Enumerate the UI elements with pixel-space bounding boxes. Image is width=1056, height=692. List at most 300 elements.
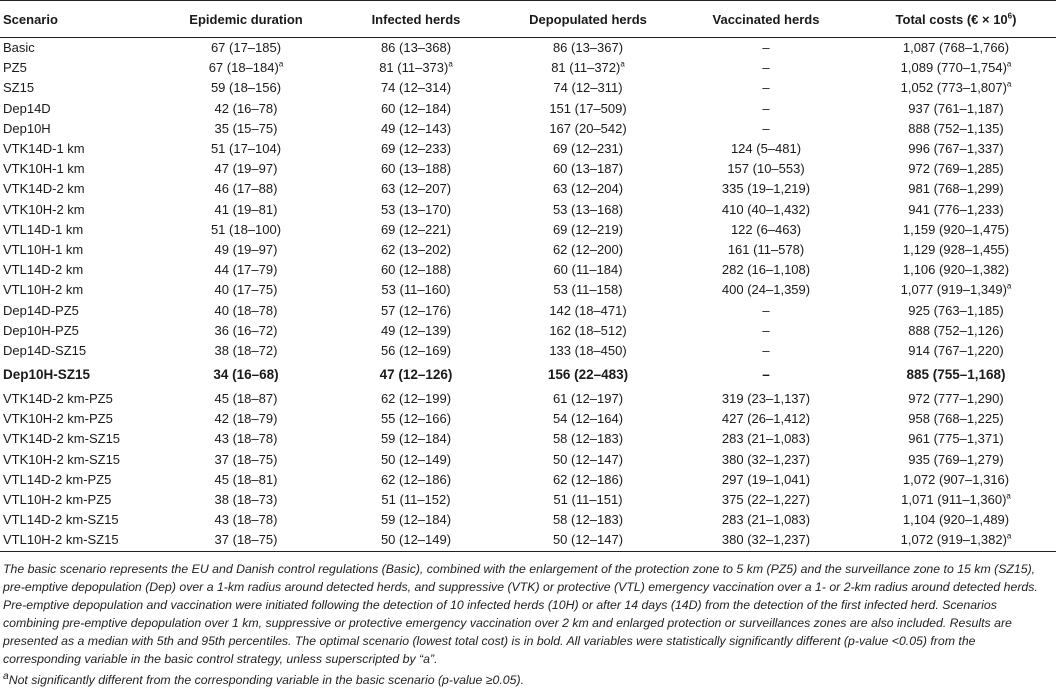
cell-infected-herds-value: 60 (12–188) bbox=[380, 262, 452, 278]
cell-infected-herds-value: 50 (12–149) bbox=[380, 532, 452, 548]
cell-epidemic-duration-value: 45 (18–87) bbox=[214, 391, 278, 407]
cell-vaccinated-herds bbox=[676, 510, 856, 530]
cell-epidemic-duration bbox=[160, 530, 332, 551]
cell-epidemic-duration bbox=[160, 450, 332, 470]
cell-scenario bbox=[0, 321, 160, 341]
cell-scenario bbox=[0, 530, 160, 551]
cell-epidemic-duration bbox=[160, 159, 332, 179]
cell-infected-herds bbox=[332, 179, 500, 199]
cell-depopulated-herds-value: 51 (11–151) bbox=[553, 492, 623, 508]
cell-depopulated-herds bbox=[500, 38, 676, 59]
cell-scenario bbox=[0, 510, 160, 530]
header-total-costs-close: ) bbox=[1012, 11, 1017, 27]
cell-epidemic-duration-value: 37 (18–75) bbox=[214, 451, 278, 467]
cell-scenario-value: VTK14D-2 km-SZ15 bbox=[3, 431, 121, 447]
cell-depopulated-herds bbox=[500, 200, 676, 220]
cell-total-costs bbox=[856, 260, 1056, 280]
cell-total-costs bbox=[856, 450, 1056, 470]
cell-scenario bbox=[0, 450, 160, 470]
cell-epidemic-duration-value: 43 (18–78) bbox=[214, 512, 278, 528]
cell-epidemic-duration bbox=[160, 341, 332, 361]
cell-scenario bbox=[0, 300, 160, 320]
cell-depopulated-herds-value: 61 (12–197) bbox=[552, 391, 624, 407]
cell-epidemic-duration bbox=[160, 240, 332, 260]
cell-total-costs bbox=[856, 321, 1056, 341]
cell-scenario bbox=[0, 220, 160, 240]
table-row bbox=[0, 341, 1056, 361]
table-row bbox=[0, 99, 1056, 119]
cell-scenario bbox=[0, 260, 160, 280]
cell-infected-herds-value: 59 (12–184) bbox=[380, 512, 452, 528]
cell-depopulated-herds-value: 167 (20–542) bbox=[549, 120, 627, 136]
cell-total-costs-value: 885 (755–1,168) bbox=[906, 367, 1006, 382]
significance-superscript: a bbox=[1006, 80, 1012, 90]
cell-total-costs bbox=[856, 510, 1056, 530]
cell-epidemic-duration-value: 38 (18–73) bbox=[214, 492, 278, 508]
table-row bbox=[0, 78, 1056, 98]
cell-vaccinated-herds-value: 124 (5–481) bbox=[730, 141, 802, 157]
cell-scenario-value: VTL14D-2 km-SZ15 bbox=[3, 512, 119, 528]
cell-total-costs-value: 937 (761–1,187) bbox=[908, 100, 1004, 116]
cell-scenario-value: Dep14D bbox=[3, 100, 51, 116]
header-depopulated-herds: Depopulated herds bbox=[500, 1, 676, 38]
cell-total-costs-value: 1,159 (920–1,475) bbox=[902, 221, 1010, 237]
cell-scenario-value: VTL10H-1 km bbox=[3, 241, 84, 257]
table-row bbox=[0, 179, 1056, 199]
cell-scenario-value: VTK14D-2 km bbox=[3, 181, 85, 197]
cell-infected-herds bbox=[332, 409, 500, 429]
cell-depopulated-herds bbox=[500, 429, 676, 449]
cell-depopulated-herds bbox=[500, 300, 676, 320]
cell-vaccinated-herds bbox=[676, 429, 856, 449]
cell-total-costs bbox=[856, 220, 1056, 240]
cell-depopulated-herds bbox=[500, 361, 676, 389]
cell-scenario-value: Basic bbox=[3, 40, 35, 56]
cell-scenario-value: Dep10H bbox=[3, 120, 51, 136]
cell-infected-herds-value: 60 (12–184) bbox=[380, 100, 452, 116]
table-row bbox=[0, 38, 1056, 59]
cell-infected-herds bbox=[332, 530, 500, 551]
cell-vaccinated-herds bbox=[676, 99, 856, 119]
cell-vaccinated-herds-value: 335 (19–1,219) bbox=[721, 181, 811, 197]
cell-scenario-value: Dep14D-PZ5 bbox=[3, 302, 79, 318]
cell-total-costs-value: 1,072 (919–1,382) bbox=[900, 532, 1007, 548]
cell-infected-herds-value: 57 (12–176) bbox=[380, 302, 452, 318]
cell-total-costs bbox=[856, 200, 1056, 220]
cell-total-costs bbox=[856, 530, 1056, 551]
cell-depopulated-herds-value: 58 (12–183) bbox=[552, 431, 624, 447]
cell-vaccinated-herds bbox=[676, 119, 856, 139]
cell-epidemic-duration-value: 36 (16–72) bbox=[214, 322, 278, 338]
cell-infected-herds bbox=[332, 389, 500, 409]
cell-scenario-value: VTK10H-1 km bbox=[3, 161, 85, 177]
cell-total-costs-value: 1,089 (770–1,754) bbox=[900, 60, 1007, 76]
cell-total-costs bbox=[856, 179, 1056, 199]
significance-note-text: Not significantly different from the corresponding variable in the basic scenario (p-value ≥0.05). bbox=[8, 672, 524, 687]
cell-vaccinated-herds-value: 319 (23–1,137) bbox=[721, 391, 811, 407]
cell-infected-herds bbox=[332, 220, 500, 240]
cell-depopulated-herds bbox=[500, 159, 676, 179]
significance-superscript: a bbox=[1006, 491, 1011, 501]
cell-vaccinated-herds bbox=[676, 179, 856, 199]
cell-total-costs-value: 1,071 (911–1,360) bbox=[901, 492, 1007, 508]
cell-infected-herds-value: 53 (13–170) bbox=[380, 201, 452, 217]
cell-vaccinated-herds-value: – bbox=[762, 40, 770, 56]
cell-epidemic-duration bbox=[160, 200, 332, 220]
cell-infected-herds-value: 69 (12–233) bbox=[380, 141, 452, 157]
cell-depopulated-herds-value: 156 (22–483) bbox=[547, 367, 629, 382]
table-row bbox=[0, 510, 1056, 530]
cell-total-costs-value: 1,106 (920–1,382) bbox=[902, 262, 1010, 278]
cell-total-costs-value: 941 (776–1,233) bbox=[908, 201, 1004, 217]
cell-depopulated-herds bbox=[500, 510, 676, 530]
cell-vaccinated-herds-value: 427 (26–1,412) bbox=[721, 411, 811, 427]
cell-infected-herds-value: 69 (12–221) bbox=[380, 221, 452, 237]
cell-scenario-value: VTK14D-2 km-PZ5 bbox=[3, 391, 113, 407]
cell-infected-herds bbox=[332, 300, 500, 320]
cell-infected-herds bbox=[332, 200, 500, 220]
cell-depopulated-herds bbox=[500, 179, 676, 199]
significance-superscript: a bbox=[278, 59, 284, 69]
cell-total-costs-value: 1,104 (920–1,489) bbox=[902, 512, 1010, 528]
cell-vaccinated-herds-value: – bbox=[762, 80, 770, 96]
cell-total-costs-value: 935 (769–1,279) bbox=[908, 451, 1004, 467]
cell-epidemic-duration bbox=[160, 260, 332, 280]
cell-scenario bbox=[0, 490, 160, 510]
cell-epidemic-duration bbox=[160, 280, 332, 300]
cell-depopulated-herds-value: 50 (12–147) bbox=[552, 532, 624, 548]
cell-vaccinated-herds-value: 283 (21–1,083) bbox=[721, 512, 811, 528]
cell-epidemic-duration-value: 46 (17–88) bbox=[214, 181, 278, 197]
cell-scenario bbox=[0, 361, 160, 389]
cell-total-costs-value: 981 (768–1,299) bbox=[908, 181, 1004, 197]
cell-depopulated-herds-value: 50 (12–147) bbox=[552, 451, 624, 467]
cell-depopulated-herds bbox=[500, 260, 676, 280]
cell-infected-herds bbox=[332, 260, 500, 280]
cell-total-costs-value: 961 (775–1,371) bbox=[908, 431, 1004, 447]
cell-scenario bbox=[0, 470, 160, 490]
cell-epidemic-duration-value: 35 (15–75) bbox=[214, 120, 278, 136]
cell-total-costs bbox=[856, 78, 1056, 98]
cell-scenario bbox=[0, 78, 160, 98]
cell-total-costs bbox=[856, 58, 1056, 78]
cell-vaccinated-herds-value: 380 (32–1,237) bbox=[721, 532, 811, 548]
cell-total-costs-value: 914 (767–1,220) bbox=[908, 342, 1004, 358]
cell-scenario bbox=[0, 99, 160, 119]
cell-vaccinated-herds-value: 400 (24–1,359) bbox=[721, 282, 811, 298]
cell-vaccinated-herds bbox=[676, 321, 856, 341]
cell-epidemic-duration-value: 34 (16–68) bbox=[213, 367, 279, 382]
cell-depopulated-herds bbox=[500, 119, 676, 139]
cell-epidemic-duration-value: 67 (17–185) bbox=[210, 40, 282, 56]
table-row bbox=[0, 58, 1056, 78]
cell-epidemic-duration bbox=[160, 99, 332, 119]
cell-scenario-value: VTK10H-2 km-PZ5 bbox=[3, 411, 113, 427]
table-row bbox=[0, 389, 1056, 409]
cell-depopulated-herds bbox=[500, 78, 676, 98]
cell-infected-herds bbox=[332, 470, 500, 490]
cell-infected-herds bbox=[332, 99, 500, 119]
cell-infected-herds bbox=[332, 38, 500, 59]
cell-vaccinated-herds bbox=[676, 260, 856, 280]
cell-epidemic-duration-value: 51 (18–100) bbox=[210, 221, 282, 237]
cell-vaccinated-herds bbox=[676, 139, 856, 159]
cell-total-costs bbox=[856, 99, 1056, 119]
cell-total-costs bbox=[856, 159, 1056, 179]
cell-total-costs bbox=[856, 341, 1056, 361]
cell-vaccinated-herds-value: 157 (10–553) bbox=[727, 161, 805, 177]
cell-vaccinated-herds bbox=[676, 530, 856, 551]
table-row bbox=[0, 450, 1056, 470]
cell-vaccinated-herds-value: – bbox=[762, 120, 770, 136]
cell-vaccinated-herds bbox=[676, 300, 856, 320]
cell-depopulated-herds-value: 60 (11–184) bbox=[553, 262, 623, 278]
table-row bbox=[0, 409, 1056, 429]
cell-scenario-value: VTL10H-2 km-PZ5 bbox=[3, 492, 112, 508]
cell-depopulated-herds bbox=[500, 341, 676, 361]
cell-vaccinated-herds bbox=[676, 341, 856, 361]
cell-infected-herds bbox=[332, 58, 500, 78]
cell-scenario-value: VTL10H-2 km bbox=[3, 282, 84, 298]
cell-epidemic-duration bbox=[160, 179, 332, 199]
table-row bbox=[0, 530, 1056, 551]
cell-infected-herds bbox=[332, 321, 500, 341]
cell-vaccinated-herds-value: 161 (11–578) bbox=[727, 241, 805, 257]
cell-scenario-value: Dep14D-SZ15 bbox=[3, 342, 87, 358]
cell-total-costs-value: 1,087 (768–1,766) bbox=[902, 40, 1010, 56]
cell-vaccinated-herds-value: 410 (40–1,432) bbox=[721, 201, 811, 217]
cell-epidemic-duration-value: 47 (19–97) bbox=[214, 161, 278, 177]
cell-depopulated-herds-value: 151 (17–509) bbox=[549, 100, 627, 116]
cell-scenario-value: VTK10H-2 km-SZ15 bbox=[3, 451, 121, 467]
cell-vaccinated-herds-value: 297 (19–1,041) bbox=[721, 471, 811, 487]
cell-scenario-value: VTK14D-1 km bbox=[3, 141, 85, 157]
cell-depopulated-herds-value: 86 (13–367) bbox=[552, 40, 624, 56]
cell-vaccinated-herds bbox=[676, 78, 856, 98]
cell-depopulated-herds bbox=[500, 321, 676, 341]
cell-vaccinated-herds-value: 375 (22–1,227) bbox=[721, 492, 811, 508]
cell-infected-herds-value: 50 (12–149) bbox=[380, 451, 452, 467]
cell-scenario-value: VTL10H-2 km-SZ15 bbox=[3, 532, 119, 548]
cell-vaccinated-herds bbox=[676, 409, 856, 429]
cell-vaccinated-herds-value: – bbox=[762, 367, 770, 382]
cell-epidemic-duration bbox=[160, 139, 332, 159]
header-total-costs bbox=[856, 1, 1056, 38]
cell-depopulated-herds-value: 62 (12–186) bbox=[552, 471, 624, 487]
cell-epidemic-duration bbox=[160, 78, 332, 98]
cell-total-costs-value: 925 (763–1,185) bbox=[908, 302, 1004, 318]
cell-infected-herds bbox=[332, 429, 500, 449]
cell-scenario bbox=[0, 58, 160, 78]
header-infected-herds: Infected herds bbox=[332, 1, 500, 38]
cell-depopulated-herds bbox=[500, 409, 676, 429]
cell-depopulated-herds-value: 53 (13–168) bbox=[552, 201, 624, 217]
cell-infected-herds bbox=[332, 139, 500, 159]
cell-vaccinated-herds bbox=[676, 200, 856, 220]
cell-scenario bbox=[0, 409, 160, 429]
footnote-text: The basic scenario represents the EU and Danish control regulations (Basic), combined with the enlargement of the protection zone to 5 km (PZ5) and the surveillance zone to 15 km (SZ15), pre-emptive depopulation (Dep) over a 1-km radius around detected herds, and suppressive (VTK) or protective (VTL) emergency vaccination over a 1- or 2-km radius around detected herds. Pre-emptive depopulation and vaccination were initiated following the detection of 10 infected herds (10H) or after 14 days (14D) from the detection of the first infected herd. Scenarios combining pre-emptive depopulation over 1 km, suppressive or protective emergency vaccination over 2 km and enlarged protection or surveillances zones are also included. Results are presented as a median with 5th and 95th percentiles. The optimal scenario (lowest total cost) is in bold. All variables were statistically significantly different (p-value <0.05) from the corresponding variable in the basic control strategy, unless superscripted by “a”. bbox=[3, 561, 1038, 666]
cell-depopulated-herds-value: 142 (18–471) bbox=[549, 302, 627, 318]
table-row bbox=[0, 119, 1056, 139]
cell-scenario bbox=[0, 280, 160, 300]
cell-total-costs bbox=[856, 361, 1056, 389]
cell-epidemic-duration-value: 49 (19–97) bbox=[214, 241, 278, 257]
cell-total-costs bbox=[856, 300, 1056, 320]
table-row bbox=[0, 260, 1056, 280]
cell-vaccinated-herds bbox=[676, 220, 856, 240]
cell-epidemic-duration-value: 59 (18–156) bbox=[210, 80, 282, 96]
cell-depopulated-herds bbox=[500, 490, 676, 510]
cell-infected-herds-value: 53 (11–160) bbox=[381, 282, 451, 298]
cell-epidemic-duration bbox=[160, 389, 332, 409]
cell-depopulated-herds-value: 74 (12–311) bbox=[553, 80, 623, 96]
cell-epidemic-duration-value: 40 (17–75) bbox=[214, 282, 278, 298]
cell-depopulated-herds bbox=[500, 58, 676, 78]
cell-depopulated-herds bbox=[500, 139, 676, 159]
cell-total-costs bbox=[856, 38, 1056, 59]
cell-vaccinated-herds bbox=[676, 38, 856, 59]
cell-infected-herds-value: 81 (11–373) bbox=[379, 60, 449, 76]
cell-epidemic-duration bbox=[160, 490, 332, 510]
cell-total-costs bbox=[856, 139, 1056, 159]
cell-total-costs-value: 958 (768–1,225) bbox=[908, 411, 1004, 427]
cell-epidemic-duration-value: 38 (18–72) bbox=[214, 342, 278, 358]
cell-scenario bbox=[0, 240, 160, 260]
cell-scenario bbox=[0, 38, 160, 59]
table-row bbox=[0, 220, 1056, 240]
cell-infected-herds-value: 49 (12–139) bbox=[380, 322, 452, 338]
header-total-costs-exponent: 6 bbox=[1007, 11, 1013, 21]
cell-infected-herds-value: 56 (12–169) bbox=[380, 342, 452, 358]
cell-scenario bbox=[0, 159, 160, 179]
cell-vaccinated-herds bbox=[676, 280, 856, 300]
cell-total-costs bbox=[856, 470, 1056, 490]
cell-epidemic-duration-value: 43 (18–78) bbox=[214, 431, 278, 447]
table-row bbox=[0, 321, 1056, 341]
cell-infected-herds-value: 63 (12–207) bbox=[380, 181, 452, 197]
cell-scenario bbox=[0, 389, 160, 409]
cell-scenario-value: Dep10H-PZ5 bbox=[3, 322, 79, 338]
cell-depopulated-herds bbox=[500, 389, 676, 409]
cell-epidemic-duration-value: 44 (17–79) bbox=[214, 262, 278, 278]
cell-vaccinated-herds-value: – bbox=[762, 60, 770, 76]
cell-total-costs-value: 996 (767–1,337) bbox=[908, 141, 1004, 157]
cell-vaccinated-herds-value: 380 (32–1,237) bbox=[721, 451, 811, 467]
cell-depopulated-herds-value: 58 (12–183) bbox=[552, 512, 624, 528]
cell-depopulated-herds bbox=[500, 470, 676, 490]
cell-vaccinated-herds-value: – bbox=[762, 322, 770, 338]
cell-epidemic-duration bbox=[160, 300, 332, 320]
table-row bbox=[0, 300, 1056, 320]
cell-depopulated-herds-value: 69 (12–219) bbox=[552, 221, 624, 237]
cell-depopulated-herds-value: 133 (18–450) bbox=[549, 342, 627, 358]
cell-depopulated-herds-value: 60 (13–187) bbox=[552, 161, 624, 177]
cell-scenario-value: VTL14D-2 km-PZ5 bbox=[3, 471, 112, 487]
table-row bbox=[0, 280, 1056, 300]
cell-total-costs bbox=[856, 389, 1056, 409]
cell-epidemic-duration-value: 41 (19–81) bbox=[214, 201, 278, 217]
cell-scenario-value: Dep10H-SZ15 bbox=[3, 367, 91, 382]
cell-epidemic-duration bbox=[160, 409, 332, 429]
cell-total-costs-value: 1,052 (773–1,807) bbox=[900, 80, 1007, 96]
cell-epidemic-duration bbox=[160, 510, 332, 530]
cell-infected-herds-value: 49 (12–143) bbox=[380, 120, 452, 136]
table-row bbox=[0, 240, 1056, 260]
table-body bbox=[0, 38, 1056, 552]
cell-scenario-value: VTL14D-1 km bbox=[3, 221, 84, 237]
cell-total-costs-value: 888 (752–1,135) bbox=[908, 120, 1004, 136]
cell-vaccinated-herds bbox=[676, 470, 856, 490]
cell-infected-herds bbox=[332, 450, 500, 470]
cell-scenario bbox=[0, 341, 160, 361]
significance-note bbox=[3, 668, 1053, 689]
cell-infected-herds bbox=[332, 240, 500, 260]
cell-vaccinated-herds-value: 282 (16–1,108) bbox=[721, 262, 811, 278]
table-header-row bbox=[0, 1, 1056, 38]
cell-epidemic-duration-value: 42 (16–78) bbox=[214, 100, 278, 116]
cell-infected-herds-value: 62 (13–202) bbox=[380, 241, 452, 257]
cell-vaccinated-herds-value: – bbox=[762, 302, 770, 318]
cell-depopulated-herds bbox=[500, 99, 676, 119]
cell-vaccinated-herds bbox=[676, 450, 856, 470]
cell-infected-herds bbox=[332, 78, 500, 98]
cell-depopulated-herds-value: 53 (11–158) bbox=[553, 282, 623, 298]
cell-infected-herds bbox=[332, 490, 500, 510]
cell-scenario-value: VTL14D-2 km bbox=[3, 262, 84, 278]
cell-epidemic-duration-value: 45 (18–81) bbox=[214, 471, 278, 487]
cell-total-costs-value: 1,072 (907–1,316) bbox=[902, 471, 1010, 487]
cell-total-costs-value: 888 (752–1,126) bbox=[908, 322, 1004, 338]
cell-scenario-value: PZ5 bbox=[3, 60, 27, 76]
table-row bbox=[0, 470, 1056, 490]
cell-scenario bbox=[0, 200, 160, 220]
cell-depopulated-herds bbox=[500, 220, 676, 240]
cell-infected-herds bbox=[332, 159, 500, 179]
significance-note-marker: a bbox=[3, 670, 9, 682]
cell-epidemic-duration bbox=[160, 321, 332, 341]
cell-total-costs bbox=[856, 490, 1056, 510]
cell-infected-herds bbox=[332, 119, 500, 139]
cell-infected-herds bbox=[332, 361, 500, 389]
cell-depopulated-herds-value: 81 (11–372) bbox=[551, 60, 621, 76]
cell-depopulated-herds-value: 63 (12–204) bbox=[552, 181, 624, 197]
cell-vaccinated-herds bbox=[676, 361, 856, 389]
cell-vaccinated-herds bbox=[676, 159, 856, 179]
cell-vaccinated-herds-value: 122 (6–463) bbox=[730, 221, 802, 237]
table-row bbox=[0, 200, 1056, 220]
cell-epidemic-duration bbox=[160, 119, 332, 139]
cell-scenario bbox=[0, 139, 160, 159]
table-row bbox=[0, 139, 1056, 159]
cell-epidemic-duration bbox=[160, 58, 332, 78]
table-row bbox=[0, 490, 1056, 510]
cell-depopulated-herds bbox=[500, 280, 676, 300]
significance-superscript: a bbox=[1006, 59, 1012, 69]
cell-infected-herds bbox=[332, 510, 500, 530]
cell-total-costs bbox=[856, 280, 1056, 300]
cell-total-costs-value: 1,129 (928–1,455) bbox=[902, 241, 1010, 257]
cell-depopulated-herds bbox=[500, 450, 676, 470]
header-total-costs-label: Total costs (€ × 10 bbox=[895, 11, 1008, 27]
cell-epidemic-duration-value: 40 (18–78) bbox=[214, 302, 278, 318]
cell-infected-herds bbox=[332, 341, 500, 361]
cell-scenario-value: VTK10H-2 km bbox=[3, 201, 85, 217]
cell-infected-herds bbox=[332, 280, 500, 300]
cell-infected-herds-value: 47 (12–126) bbox=[379, 367, 453, 382]
cell-vaccinated-herds bbox=[676, 58, 856, 78]
cell-total-costs bbox=[856, 119, 1056, 139]
header-scenario: Scenario bbox=[0, 1, 160, 38]
